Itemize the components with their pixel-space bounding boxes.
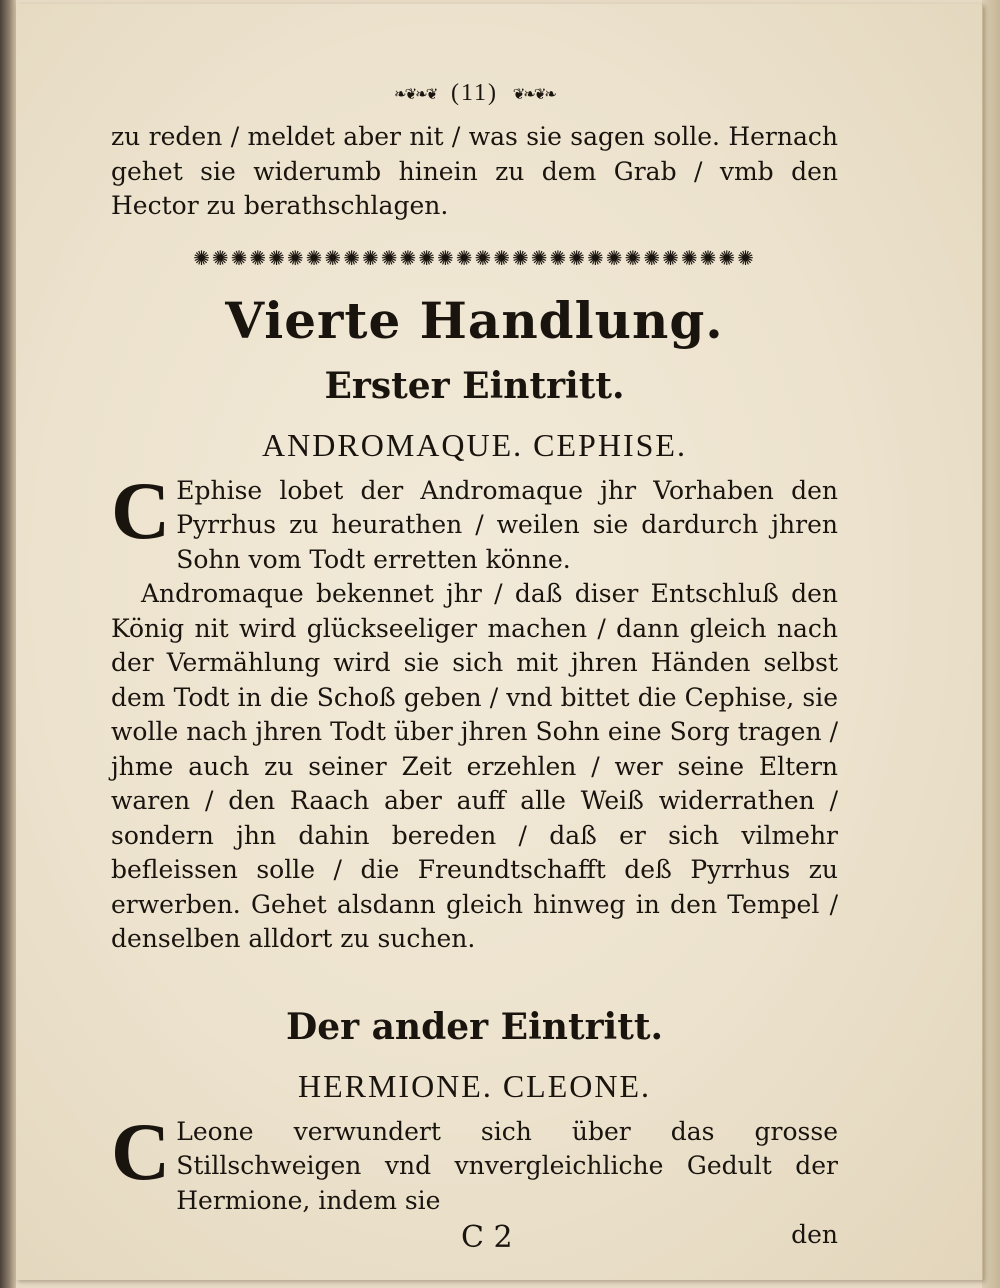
scene1-text-1: Ephise lobet der Andromaque jhr Vorhaben den Pyrrhus zu heurathen / weilen sie dardurch jhren Sohn vom Todt erretten könne. xyxy=(176,475,838,574)
ornament-right-icon: ❦❧❦❧ xyxy=(512,84,555,103)
running-header xyxy=(111,72,838,112)
scene2-paragraph-1 xyxy=(111,1105,838,1219)
scene-title-2: Der ander Eintritt. xyxy=(285,1005,664,1048)
page-number: (11) xyxy=(450,80,499,106)
signature-mark: C 2 xyxy=(461,1220,513,1255)
scene2-text-1: Leone verwundert sich über das grosse Stillschweigen vnd vnvergleichliche Gedult der Hermione, indem sie xyxy=(176,1116,838,1215)
page-edge xyxy=(982,0,1000,1288)
intro-paragraph: zu reden / meldet aber nit / was sie sagen solle. Hernach gehet sie widerumb hinein zu dem Grab / vmb den Hector zu berathschlagen. xyxy=(111,122,838,220)
scene-persons-1: ANDROMAQUE. CEPHISE. xyxy=(262,426,687,463)
drop-cap: C xyxy=(111,1105,171,1197)
ornamental-divider-icon: ✺✺✺✺✺✺✺✺✺✺✺✺✺✺✺✺✺✺✺✺✺✺✺✺✺✺✺✺✺✺ xyxy=(193,245,756,270)
page-footer xyxy=(111,1220,838,1254)
book-page xyxy=(16,4,983,1280)
book-binding xyxy=(0,0,16,1288)
drop-cap: C xyxy=(111,464,171,556)
catchword: den xyxy=(791,1220,838,1249)
scene-title-1: Erster Eintritt. xyxy=(324,364,625,407)
scene-persons-2: HERMIONE. CLEONE. xyxy=(297,1067,652,1104)
scene1-paragraph-2: Andromaque bekennet jhr / daß diser Entschluß den König nit wird glückseeliger machen / dann gleich nach der Vermählung wird sie sich mit jhren Händen selbst dem Todt in die Schoß geben / vnd bittet die Cephise, sie wolle nach jhren Todt über jhren Sohn eine Sorg tragen / jhme auch zu seiner Zeit erzehlen / wer seine Eltern waren / den Raach aber auff alle Weiß widerrathen / sondern jhn dahin bereden / daß er sich vilmehr befleissen solle / die Freundtschafft deß Pyrrhus zu erwerben. Gehet alsdann gleich hinweg in den Tempel / denselben alldort zu suchen. xyxy=(111,579,838,953)
page-content xyxy=(111,72,838,1254)
act-title: Vierte Handlung. xyxy=(225,290,724,350)
ornament-left-icon: ❧❦❧❦ xyxy=(394,84,437,103)
scene1-paragraph-1 xyxy=(111,464,838,578)
